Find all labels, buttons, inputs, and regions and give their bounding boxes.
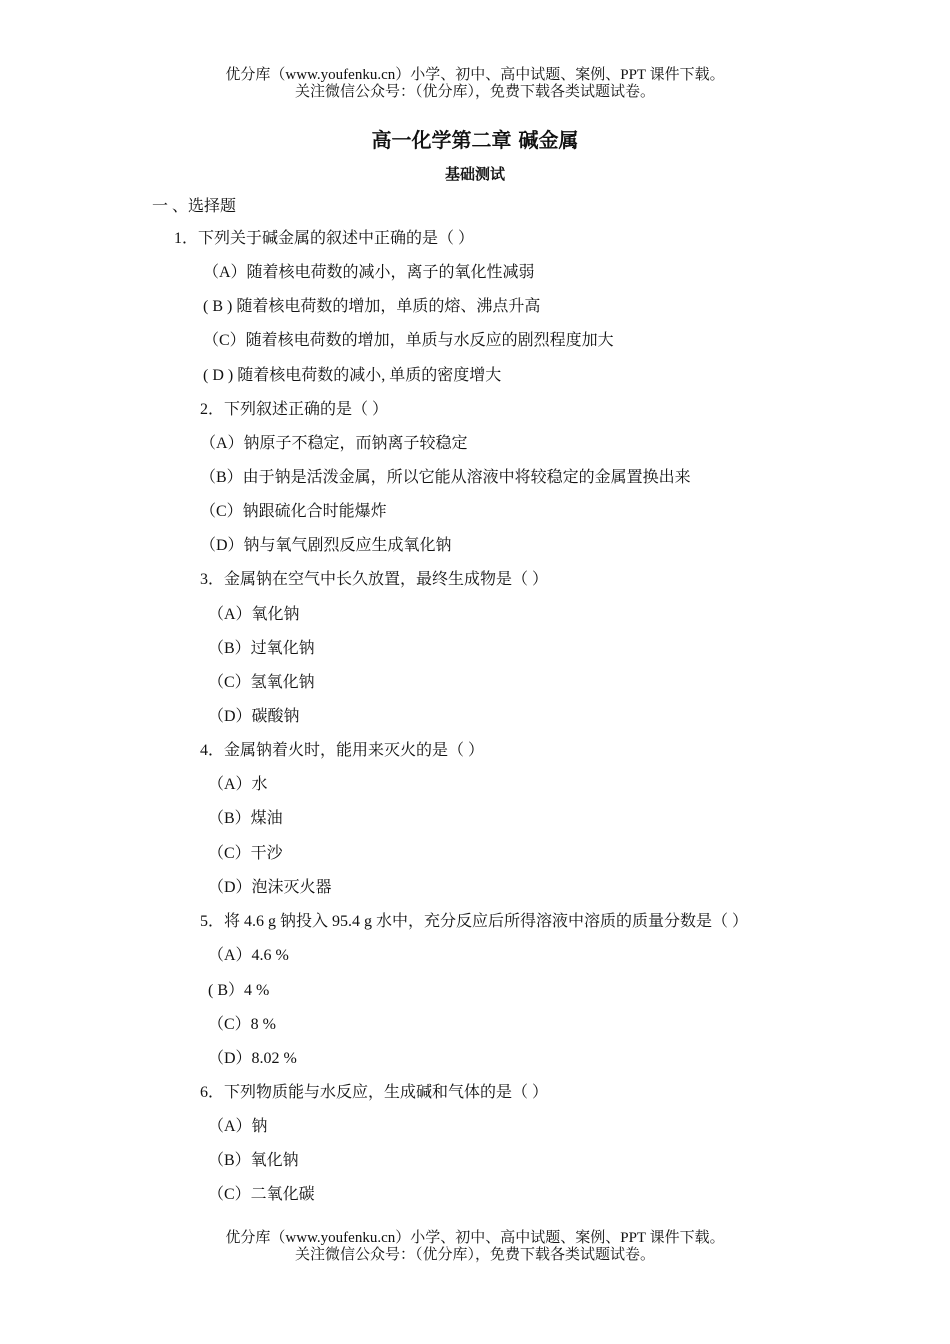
- question-5-option-d: （D）8.02 %: [208, 1050, 297, 1067]
- question-1-option-b: ( B ) 随着核电荷数的增加，单质的熔、沸点升高: [203, 298, 541, 315]
- question-6-option-c: （C）二氧化碳: [208, 1186, 315, 1203]
- question-5-stem: 5．将 4.6 g 钠投入 95.4 g 水中，充分反应后所得溶液中溶质的质量分数是（ ）: [200, 913, 749, 930]
- footer-line-1: 优分库（www.youfenku.cn）小学、初中、高中试题、案例、PPT 课件下载。: [225, 1230, 725, 1246]
- question-3-option-c: （C）氢氧化钠: [208, 674, 315, 691]
- page-footer: [0, 1230, 950, 1264]
- header-line-1: 优分库（www.youfenku.cn）小学、初中、高中试题、案例、PPT 课件下载。: [225, 67, 725, 83]
- question-6-option-b: （B）氧化钠: [208, 1152, 299, 1169]
- question-1-option-d: ( D ) 随着核电荷数的减小, 单质的密度增大: [203, 367, 502, 384]
- question-6-option-a: （A）钠: [208, 1118, 268, 1135]
- document-title: 高一化学第二章 碱金属: [371, 128, 579, 152]
- question-2-option-b: （B）由于钠是活泼金属，所以它能从溶液中将较稳定的金属置换出来: [200, 469, 691, 486]
- question-3-stem: 3．金属钠在空气中长久放置，最终生成物是（ ）: [200, 571, 549, 588]
- question-2-option-c: （C）钠跟硫化合时能爆炸: [200, 503, 387, 520]
- question-6-stem: 6．下列物质能与水反应，生成碱和气体的是（ ）: [200, 1084, 549, 1101]
- question-4-option-c: （C）干沙: [208, 845, 283, 862]
- question-5-option-c: （C）8 %: [208, 1016, 277, 1033]
- question-1-stem: 1．下列关于碱金属的叙述中正确的是（ ）: [174, 230, 475, 247]
- question-4-option-d: （D）泡沫灭火器: [208, 879, 332, 896]
- question-1-option-c: （C）随着核电荷数的增加，单质与水反应的剧烈程度加大: [203, 332, 614, 349]
- document-subtitle: 基础测试: [444, 165, 505, 183]
- header-line-2: 关注微信公众号：（优分库），免费下载各类试题试卷。: [294, 84, 655, 100]
- question-4-option-a: （A）水: [208, 776, 268, 793]
- question-3-option-d: （D）碳酸钠: [208, 708, 300, 725]
- section-heading: 一 、选择题: [152, 198, 237, 215]
- page-header: [0, 67, 950, 101]
- question-5-option-a: （A）4.6 %: [208, 947, 289, 964]
- footer-line-2: 关注微信公众号：（优分库），免费下载各类试题试卷。: [294, 1247, 655, 1263]
- question-5-option-b: ( B）4 %: [208, 982, 270, 999]
- question-2-option-d: （D）钠与氧气剧烈反应生成氧化钠: [200, 537, 452, 554]
- question-3-option-a: （A）氧化钠: [208, 606, 300, 623]
- question-3-option-b: （B）过氧化钠: [208, 640, 315, 657]
- question-1-option-a: （A）随着核电荷数的减小，离子的氧化性减弱: [203, 264, 535, 281]
- question-4-option-b: （B）煤油: [208, 810, 283, 827]
- question-2-option-a: （A）钠原子不稳定，而钠离子较稳定: [200, 435, 468, 452]
- question-4-stem: 4．金属钠着火时，能用来灭火的是（ ）: [200, 742, 485, 759]
- question-2-stem: 2．下列叙述正确的是（ ）: [200, 401, 389, 418]
